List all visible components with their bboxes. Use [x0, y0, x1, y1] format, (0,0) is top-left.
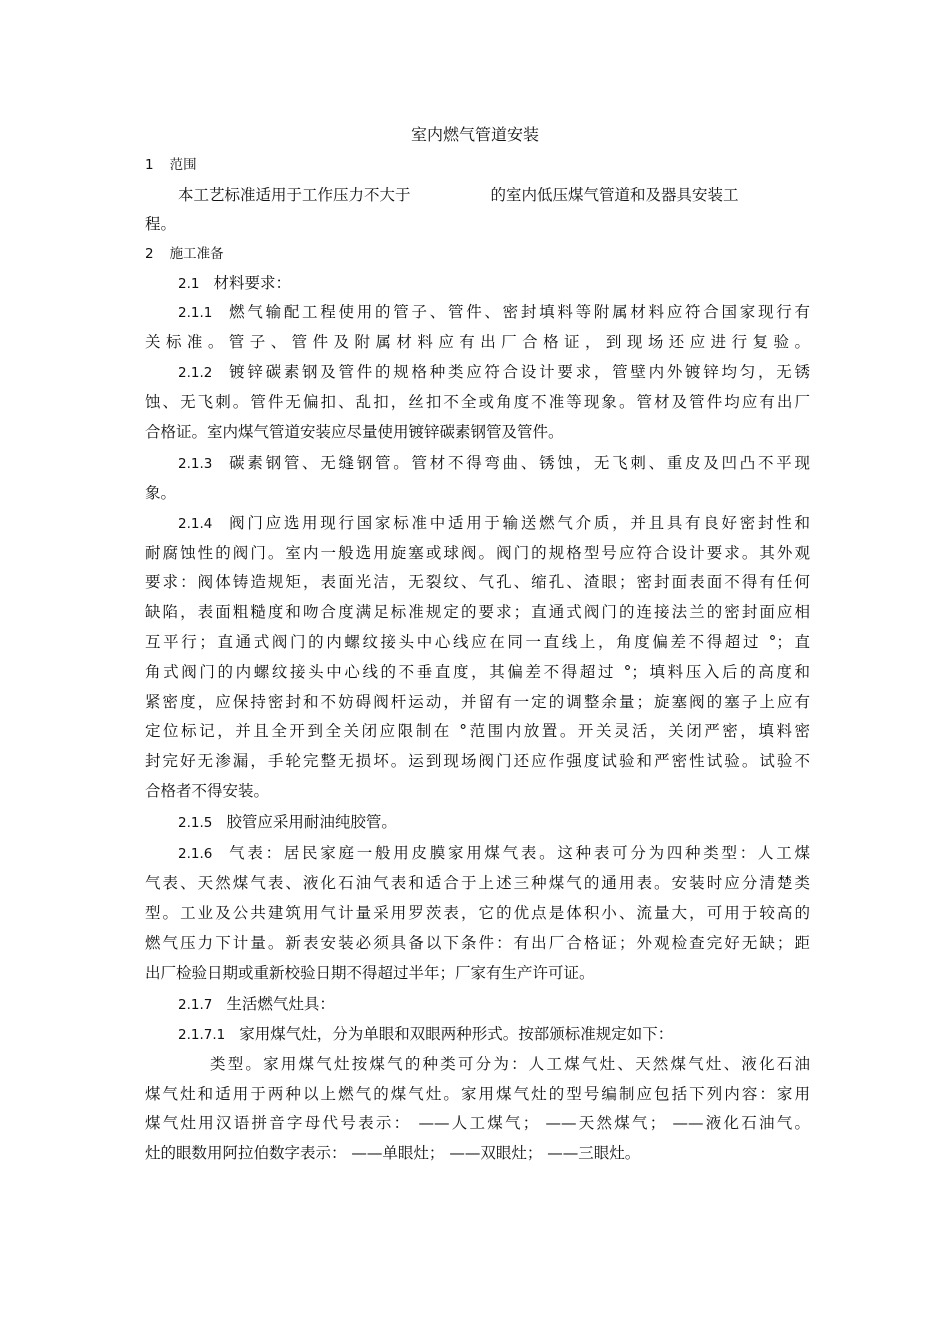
clause-2-1-6 [178, 843, 810, 864]
clause-text: 生活燃气灶具： [226, 995, 335, 1013]
clause-number: 2.1.6 [178, 846, 213, 862]
clause-number: 2.1.7.1 [178, 1027, 226, 1043]
paragraph-line: 蚀、无飞刺。管件无偏扣、乱扣，丝扣不全或角度不准等现象。管材及管件均应有出厂 [145, 393, 810, 411]
paragraph-line: 燃气压力下计量。新表安装必须具备以下条件：有出厂合格证；外观检查完好无缺；距 [145, 934, 810, 952]
paragraph-line: 灶的眼数用阿拉伯数字表示： ——单眼灶； ——双眼灶； ——三眼灶。 [145, 1144, 641, 1162]
clause-2-1-7 [178, 994, 810, 1015]
paragraph-line [178, 185, 810, 205]
clause-text: 材料要求： [213, 274, 291, 292]
clause-text: 阀门应选用现行国家标准中适用于输送燃气介质，并且具有良好密封性和 [226, 514, 810, 532]
clause-2-1-5 [178, 812, 810, 833]
paragraph-line: 类型。家用煤气灶按煤气的种类可分为：人工煤气灶、天然煤气灶、液化石油 [210, 1055, 810, 1073]
paragraph-line: 要求：阀体铸造规矩，表面光洁，无裂纹、气孔、缩孔、渣眼；密封面表面不得有任何 [145, 573, 810, 591]
clause-text: 气表：居民家庭一般用皮膜家用煤气表。这种表可分为四种类型：人工煤 [226, 844, 810, 862]
paragraph-line: 缺陷，表面粗糙度和吻合度满足标准规定的要求；直通式阀门的连接法兰的密封面应相 [145, 603, 810, 621]
paragraph-line: 定位标记，并且全开到全关闭应限制在 °范围内放置。开关灵活，关闭严密，填料密 [145, 722, 810, 740]
clause-text: 镀锌碳素钢及管件的规格种类应符合设计要求，管壁内外镀锌均匀，无锈 [226, 363, 810, 381]
text-span: 的室内低压煤气管道和及器具安装工 [490, 186, 739, 204]
clause-2-1-3 [178, 453, 810, 474]
section-number: 1 [145, 157, 154, 173]
paragraph-line: 合格证。室内煤气管道安装应尽量使用镀锌碳素钢管及管件。 [145, 423, 564, 441]
clause-number: 2.1.1 [178, 305, 213, 321]
paragraph-line: 程。 [145, 215, 177, 233]
paragraph-line: 象。 [145, 484, 177, 502]
page-title: 室内燃气管道安装 [410, 125, 539, 144]
clause-number: 2.1.3 [178, 456, 213, 472]
clause-2-1-7-1 [178, 1024, 810, 1045]
clause-text: 碳素钢管、无缝钢管。管材不得弯曲、锈蚀，无飞刺、重皮及凹凸不平现 [226, 454, 810, 472]
paragraph-line: 角式阀门的内螺纹接头中心线的不垂直度，其偏差不得超过 °；填料压入后的高度和 [145, 663, 810, 681]
paragraph-line: 互平行；直通式阀门的内螺纹接头中心线应在同一直线上，角度偏差不得超过 °；直 [145, 633, 810, 651]
section-2-heading [145, 244, 810, 264]
clause-number: 2.1.5 [178, 815, 213, 831]
clause-2-1-4 [178, 513, 810, 534]
paragraph-line: 紧密度，应保持密封和不妨碍阀杆运动，并留有一定的调整余量；旋塞阀的塞子上应有 [145, 693, 810, 711]
paragraph-line: 煤气灶和适用于两种以上燃气的煤气灶。家用煤气灶的型号编制应包括下列内容：家用 [145, 1085, 810, 1103]
section-title: 施工准备 [169, 246, 224, 262]
clause-number: 2.1.2 [178, 365, 213, 381]
paragraph-line: 煤气灶用汉语拼音字母代号表示： ——人工煤气； ——天然煤气； ——液化石油气。 [145, 1114, 810, 1132]
paragraph-line: 合格者不得安装。 [145, 782, 270, 800]
clause-number: 2.1 [178, 276, 200, 292]
clause-text: 燃气输配工程使用的管子、管件、密封填料等附属材料应符合国家现行有 [226, 303, 810, 321]
paragraph-line: 封完好无渗漏，手轮完整无损坏。运到现场阀门还应作强度试验和严密性试验。试验不 [145, 752, 810, 770]
clause-number: 2.1.7 [178, 997, 213, 1013]
paragraph-line: 出厂检验日期或重新校验日期不得超过半年；厂家有生产许可证。 [145, 964, 595, 982]
clause-text: 家用煤气灶，分为单眼和双眼两种形式。按部颁标准规定如下： [239, 1025, 674, 1043]
clause-text: 胶管应采用耐油纯胶管。 [226, 813, 397, 831]
clause-2-1-1 [178, 302, 810, 323]
clause-number: 2.1.4 [178, 516, 213, 532]
subsection-2-1 [178, 273, 810, 294]
section-title: 范围 [169, 157, 197, 173]
clause-2-1-2 [178, 362, 810, 383]
section-number: 2 [145, 246, 154, 262]
section-1-heading [145, 155, 810, 175]
paragraph-line: 气表、天然煤气表、液化石油气表和适合于上述三种煤气的通用表。安装时应分清楚类 [145, 874, 810, 892]
paragraph-line: 耐腐蚀性的阀门。室内一般选用旋塞或球阀。阀门的规格型号应符合设计要求。其外观 [145, 544, 810, 562]
paragraph-line: 型。工业及公共建筑用气计量采用罗茨表，它的优点是体积小、流量大，可用于较高的 [145, 904, 810, 922]
paragraph-line: 关标准。管子、管件及附属材料应有出厂合格证，到现场还应进行复验。 [145, 333, 810, 351]
text-span: 本工艺标准适用于工作压力不大于 [178, 186, 411, 204]
